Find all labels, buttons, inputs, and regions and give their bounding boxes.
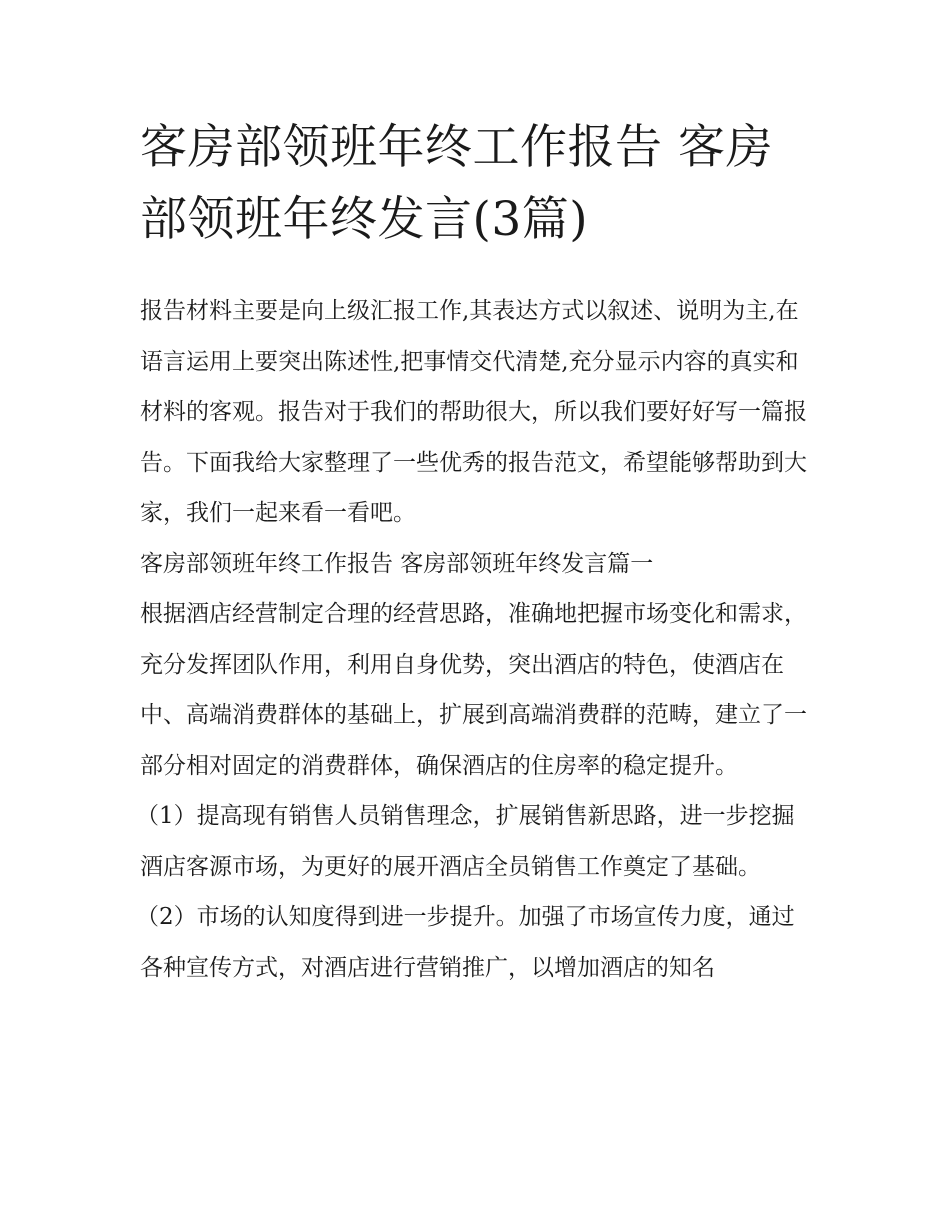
list-item-2: （2）市场的认知度得到进一步提升。加强了市场宣传力度，通过各种宣传方式，对酒店进行营销推广，以增加酒店的知名	[136, 904, 795, 981]
section-heading: 客房部领班年终工作报告 客房部领班年终发言篇一	[140, 550, 654, 577]
document-title: 客房部领班年终工作报告 客房部领班年终发言(3篇)	[140, 120, 773, 247]
document-page	[136, 112, 812, 993]
body-paragraph: 根据酒店经营制定合理的经营思路，准确地把握市场变化和需求，充分发挥团队作用，利用自身优势，突出酒店的特色，使酒店在中、高端消费群体的基础上，扩展到高端消费群的范畴，建立了一部分相对固定的消费群体，确保酒店的住房率的稳定提升。	[140, 601, 807, 779]
list-item-1: （1）提高现有销售人员销售理念，扩展销售新思路，进一步挖掘酒店客源市场，为更好的展开酒店全员销售工作奠定了基础。	[136, 803, 795, 880]
intro-paragraph: 报告材料主要是向上级汇报工作,其表达方式以叙述、说明为主,在语言运用上要突出陈述性,把事情交代清楚,充分显示内容的真实和材料的客观。报告对于我们的帮助很大，所以我们要好好写一篇报告。下面我给大家整理了一些优秀的报告范文，希望能够帮助到大家，我们一起来看一看吧。	[140, 298, 807, 526]
